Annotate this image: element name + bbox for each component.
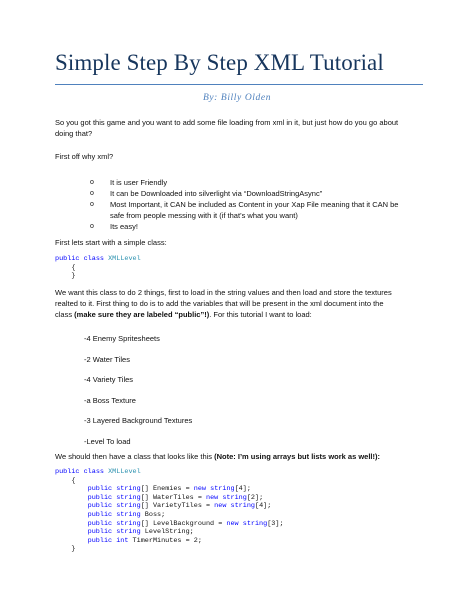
document-title: Simple Step By Step XML Tutorial [55,50,384,75]
title-underline [55,84,423,85]
bullet-icon: o [90,190,94,197]
code-field-line: public string[] WaterTiles = new string[2]; [87,493,264,502]
list-item: -3 Layered Background Textures [84,416,193,425]
list-item: -4 Enemy Spritesheets [84,334,160,343]
code-block-simple-class: public class XMLLevel { } [55,255,141,281]
bullet-icon: o [90,223,94,230]
para3: We should then have a class that looks like this (Note: I’m using arrays but lists work as well!): [55,452,380,461]
list-item: o It is user Friendly [90,178,168,187]
list-item: -a Boss Texture [84,395,136,405]
bullet-icon: o [90,201,94,208]
para2-line-3: class (make sure they are labeled “public”!). For this tutorial I want to load: [55,310,312,319]
list-item: o Most Important, it CAN be included as Content in your Xap File meaning that it CAN be safe from people messing with it (if that’s what you want) [90,200,399,220]
intro-line-2: doing that? [55,129,93,138]
list-item: -Level To load [84,436,131,446]
code-field-line: public string[] Enemies = new string[4]; [87,485,251,494]
why-heading: First off why xml? [55,152,114,161]
reasons-list [90,177,430,232]
list-item: -4 Variety Tiles [84,375,134,384]
intro-line-1: So you got this game and you want to add some file loading from xml in it, but just how do you go about [55,118,399,127]
author-byline: By: Billy Olden [202,93,272,103]
list-item: o Its easy! [90,222,138,231]
list-item: o It can be Downloaded into silverlight via “DownloadStringAsync” [90,189,323,198]
para2-line-1: We want this class to do 2 things, first to load in the string values and then load and store the textures [55,288,392,297]
start-line: First lets start with a simple class: [55,238,167,247]
code-field-line: public string Boss; [87,510,166,519]
list-item: -2 Water Tiles [84,354,130,364]
para2-line-2: realted to it. First thing to do is to add the variables that will be present in the xml document into the [55,299,384,308]
load-items-list [84,333,192,456]
code-field-line: public string[] VarietyTiles = new string[4]; [87,502,272,511]
code-field-line: public string LevelString; [87,528,194,537]
code-field-line: public string[] LevelBackground = new string[3]; [87,519,284,528]
code-field-line: public int TimerMinutes = 2; [87,536,202,545]
code-block-full-class: public class XMLLevel { public string[] Enemies = new string[4]; public string[] WaterTiles = new string[2]; public string[] VarietyTiles = new string[4]; public string Boss; public string[] LevelBackground = new string[3]; public string LevelString; public int TimerMinutes = 2; } [55,468,284,554]
bullet-icon: o [90,179,94,186]
